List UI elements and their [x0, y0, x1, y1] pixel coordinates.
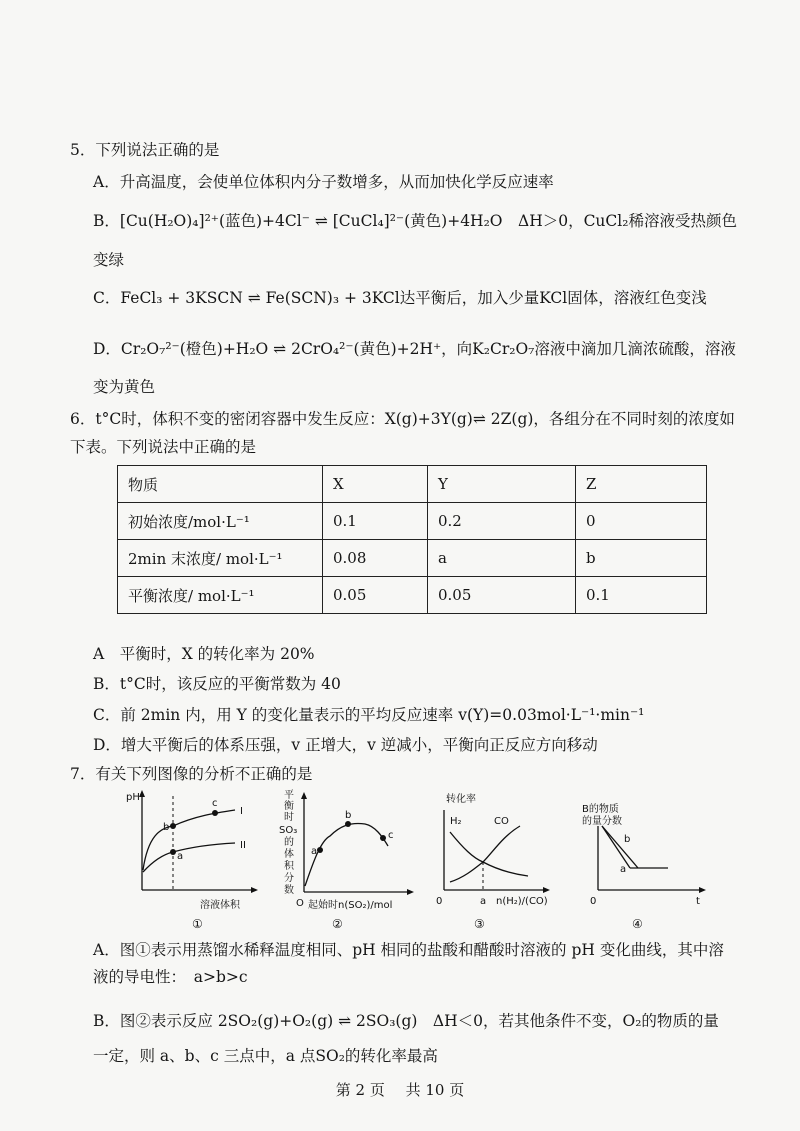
fig2-point-b: b: [345, 810, 352, 821]
table-header-row: [118, 466, 707, 503]
table-cell: 0.05: [428, 577, 576, 614]
fig2-point-c: c: [388, 830, 394, 841]
fig2-ylabel-line: SO₃: [279, 825, 298, 836]
fig2-ylabel-line: 分: [284, 873, 294, 884]
concentration-table: [117, 465, 707, 614]
fig3-curve-co: CO: [494, 816, 509, 827]
q5-option-d: D．Cr₂O₇²⁻(橙色)+H₂O ⇌ 2CrO₄²⁻(黄色)+2H⁺，向K₂Cr₂O₇溶液中滴加几滴浓硫酸，溶液: [93, 340, 736, 358]
table-cell: 0: [576, 503, 707, 540]
q6-option-b: B．t°C时，该反应的平衡常数为 40: [93, 675, 341, 693]
table-cell: 0.1: [576, 577, 707, 614]
table-cell: a: [428, 540, 576, 577]
q5-option-b-cont: 变绿: [93, 251, 125, 269]
q5-option-d-cont: 变为黄色: [93, 378, 156, 396]
fig4-ylabel-line: 的量分数: [582, 816, 622, 827]
fig4-caption: ④: [632, 917, 643, 931]
q7-option-a-line1: A．图①表示用蒸馏水稀释温度相同、pH 相同的盐酸和醋酸时溶液的 pH 变化曲线，其中溶: [93, 941, 724, 959]
page-total: 共 10 页: [405, 1081, 465, 1099]
table-row: [118, 577, 707, 614]
fig2-ylabel-line: 积: [284, 861, 294, 872]
q7-option-a-line2: 液的导电性： a>b>c: [93, 968, 248, 986]
figure-4: [568, 786, 718, 934]
table-cell: 2min 末浓度/ mol·L⁻¹: [118, 540, 323, 577]
q6-option-d: D．增大平衡后的体系压强，v 正增大，v 逆减小，平衡向正反应方向移动: [93, 736, 598, 754]
fig4-point-b: b: [624, 834, 631, 845]
fig1-curve-1: I: [240, 806, 243, 817]
figure-3: [428, 786, 558, 934]
fig1-curve-2: II: [240, 840, 246, 851]
fig1-caption: ①: [192, 917, 203, 931]
page-footer: [0, 1079, 800, 1100]
table-row: [118, 540, 707, 577]
fig1-ylabel: pH: [126, 792, 140, 803]
fig2-point-a: a: [311, 846, 318, 857]
page-number: 第 2 页: [335, 1081, 385, 1099]
table-cell: 0.08: [323, 540, 428, 577]
fig3-curve-h2: H₂: [450, 816, 462, 827]
table-cell: 0.2: [428, 503, 576, 540]
table-header-cell: Z: [576, 466, 707, 503]
q7-figures: [120, 786, 720, 934]
table-cell: 0.05: [323, 577, 428, 614]
table-cell: 平衡浓度/ mol·L⁻¹: [118, 577, 323, 614]
q5-stem: 5．下列说法正确的是: [70, 141, 220, 159]
q6-option-a: A 平衡时，X 的转化率为 20%: [93, 645, 315, 663]
table-cell: 初始浓度/mol·L⁻¹: [118, 503, 323, 540]
table-row: [118, 503, 707, 540]
fig2-origin: O: [296, 898, 304, 909]
fig2-ylabel-line: 平: [284, 790, 294, 801]
fig2-caption: ②: [332, 917, 343, 931]
q6-option-c: C．前 2min 内，用 Y 的变化量表示的平均反应速率 v(Y)=0.03mol·L⁻¹·min⁻¹: [93, 706, 645, 724]
q5-option-c: C．FeCl₃ + 3KSCN ⇌ Fe(SCN)₃ + 3KCl达平衡后，加入少量KCl固体，溶液红色变浅: [93, 289, 707, 307]
fig1-point-c: c: [212, 798, 218, 809]
q5-option-b: B．[Cu(H₂O)₄]²⁺(蓝色)+4Cl⁻ ⇌ [CuCl₄]²⁻(黄色)+4H₂O ΔH＞0，CuCl₂稀溶液受热颜色: [93, 212, 737, 230]
fig2-ylabel-line: 时: [284, 812, 294, 823]
fig3-xlabel: n(H₂)/(CO): [496, 896, 548, 907]
fig1-xlabel: 溶液体积: [200, 900, 240, 911]
q5-option-a: A．升高温度，会使单位体积内分子数增多，从而加快化学反应速率: [93, 173, 554, 191]
fig2-ylabel-line: 数: [284, 885, 294, 896]
table-cell: 0.1: [323, 503, 428, 540]
fig4-ylabel-line: B的物质: [582, 804, 619, 815]
q7-stem: 7．有关下列图像的分析不正确的是: [70, 765, 313, 783]
fig3-point-a: a: [480, 896, 487, 907]
q6-stem-line1: 6．t°C时，体积不变的密闭容器中发生反应：X(g)+3Y(g)⇌ 2Z(g)，各组分在不同时刻的浓度如: [70, 410, 735, 428]
fig4-xlabel: t: [696, 896, 700, 907]
q7-option-b-line2: 一定，则 a、b、c 三点中，a 点SO₂的转化率最高: [93, 1047, 438, 1065]
q7-option-b-line1: B．图②表示反应 2SO₂(g)+O₂(g) ⇌ 2SO₃(g) ΔH＜0，若其他条件不变，O₂的物质的量: [93, 1012, 719, 1030]
fig2-ylabel-line: 的: [284, 837, 294, 848]
fig1-point-b: b: [163, 822, 170, 833]
fig4-origin: 0: [590, 896, 597, 907]
fig2-ylabel-line: 衡: [284, 801, 294, 812]
fig3-origin: 0: [436, 896, 443, 907]
q6-stem-line2: 下表。下列说法中正确的是: [70, 438, 257, 456]
figure-1: [120, 786, 260, 934]
fig2-ylabel-line: 体: [284, 849, 294, 860]
table-header-cell: Y: [428, 466, 576, 503]
fig3-caption: ③: [474, 917, 485, 931]
fig4-point-a: a: [620, 864, 627, 875]
table-header-cell: 物质: [118, 466, 323, 503]
table-cell: b: [576, 540, 707, 577]
fig1-point-a: a: [177, 851, 184, 862]
figure-2: [270, 786, 420, 934]
fig2-xlabel: 起始时n(SO₂)/mol: [308, 900, 393, 911]
table-header-cell: X: [323, 466, 428, 503]
fig3-ylabel: 转化率: [446, 794, 476, 805]
